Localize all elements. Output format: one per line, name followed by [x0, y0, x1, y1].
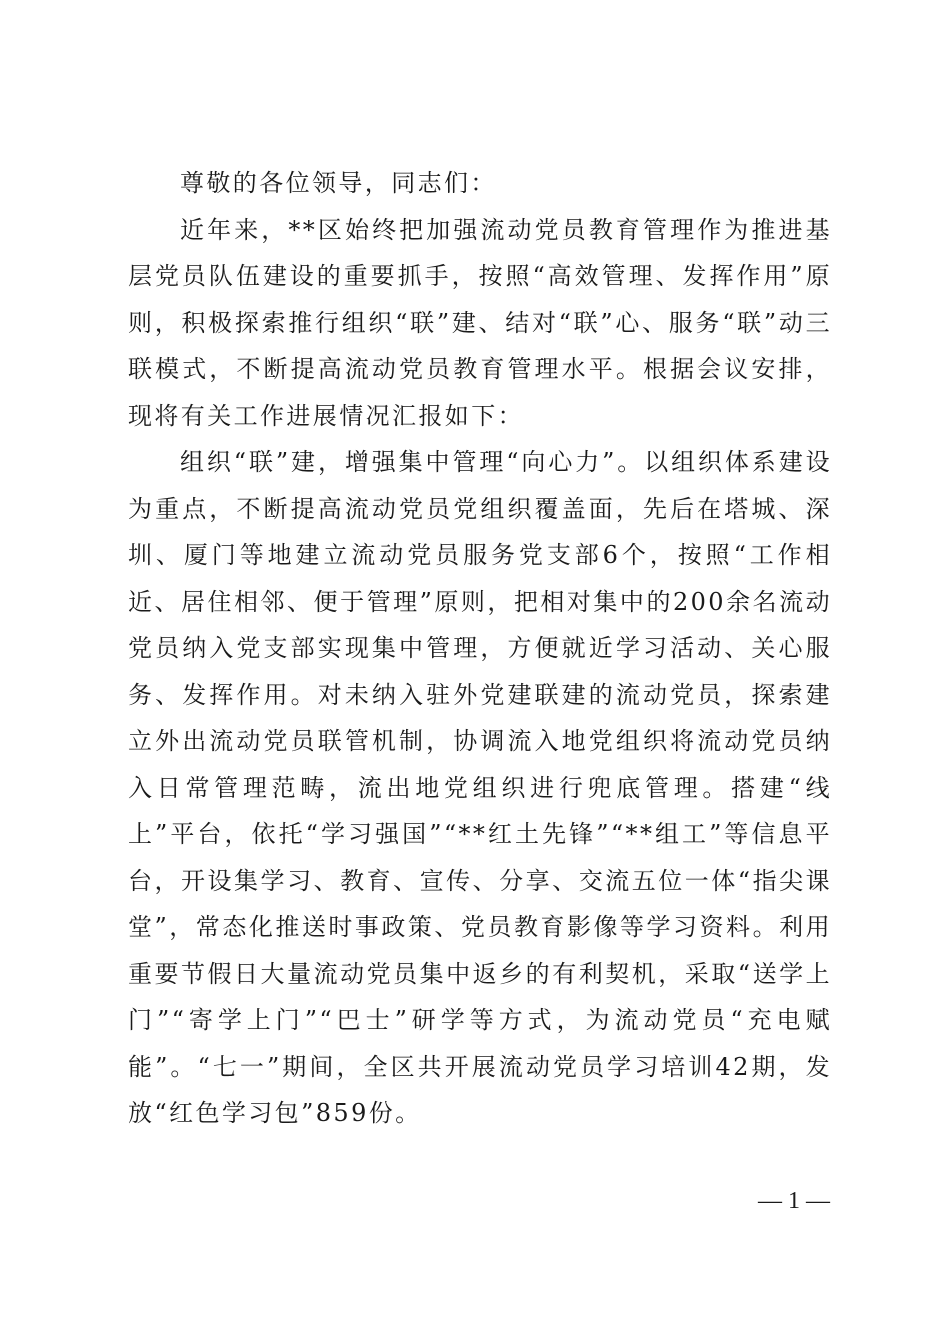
salutation: 尊敬的各位领导，同志们： [180, 169, 497, 197]
page-number: — 1 — [758, 1188, 830, 1214]
paragraph-organization: 组织“联”建，增强集中管理“向心力”。以组织体系建设为重点，不断提高流动党员党组织覆盖面，先后在塔城、深圳、厦门等地建立流动党员服务党支部6个，按照“工作相近、居住相邻、便于管理”原则，把相对集中的200余名流动党员纳入党支部实现集中管理，方便就近学习活动、关心服务、发挥作用。对未纳入驻外党建联建的流动党员，探索建立外出流动党员联管机制，协调流入地党组织将流动党员纳入日常管理范畴，流出地党组织进行兜底管理。搭建“线上”平台，依托“学习强国”“**红土先锋”“**组工”等信息平台，开设集学习、教育、宣传、分享、交流五位一体“指尖课堂”，常态化推送时事政策、党员教育影像等学习资料。利用重要节假日大量流动党员集中返乡的有利契机，采取“送学上门”“寄学上门”“巴士”研学等方式，为流动党员“充电赋能”。“七一”期间，全区共开展流动党员学习培训42期，发放“红色学习包”859份。 [128, 448, 832, 1127]
document-body [128, 160, 832, 1137]
paragraph-intro: 近年来，**区始终把加强流动党员教育管理作为推进基层党员队伍建设的重要抓手，按照“高效管理、发挥作用”原则，积极探索推行组织“联”建、结对“联”心、服务“联”动三联模式，不断提高流动党员教育管理水平。根据会议安排，现将有关工作进展情况汇报如下： [128, 215, 832, 430]
